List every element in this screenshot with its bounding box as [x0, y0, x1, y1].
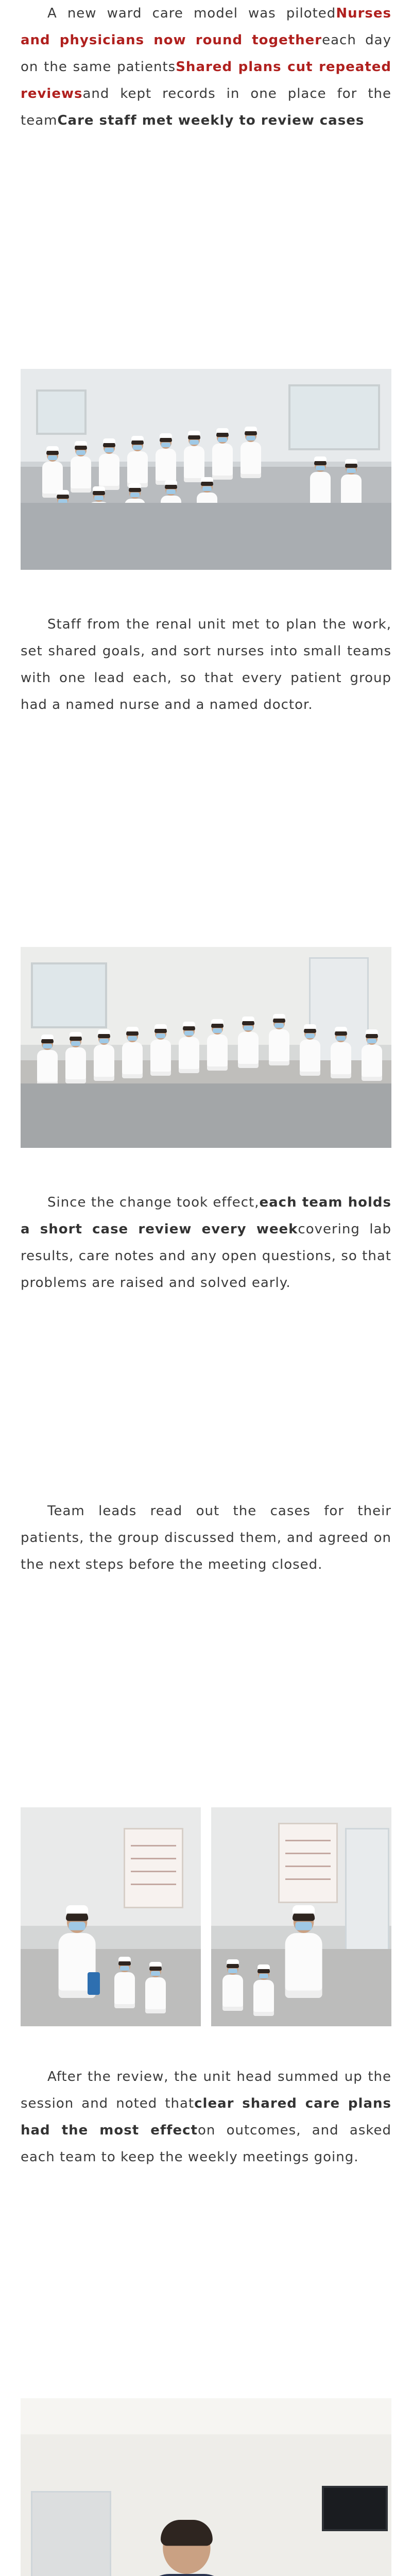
case-review-text-tail: covering lab results, care notes and any open questions, so that problems are raised and solved early. — [21, 1222, 391, 1291]
intro-text-tail: and kept records in one place for the team — [21, 86, 391, 128]
case-review-highlight: each team holds a short case review every week — [21, 1195, 392, 1237]
paragraph-case-review — [21, 1189, 391, 1296]
case-review-text-lead: Since the change took effect, — [47, 1195, 260, 1210]
paragraph-summary — [21, 2063, 391, 2171]
photo-presenter-right — [211, 1807, 391, 2026]
photo-meeting-room-2 — [21, 947, 391, 1148]
summary-text-lead: After the review, the unit head summed up the session and noted that — [21, 2069, 391, 2111]
intro-highlight-3: Care staff met weekly to review cases — [57, 113, 365, 128]
intro-text-lead: A new ward care model was piloted — [47, 6, 336, 21]
photo-speaker — [21, 2398, 391, 2576]
paragraph-team-presentations: Team leads read out the cases for their patients, the group discussed them, and agreed on the next steps before the meeting closed. — [21, 1503, 391, 1572]
photo-meeting-room-1 — [21, 369, 391, 570]
photo-presenter-left — [21, 1807, 201, 2026]
paragraph-organization: Staff from the renal unit met to plan the work, set shared goals, and sort nurses into small teams with one lead each, so that every patient group had a named nurse and a named doctor. — [21, 617, 391, 713]
summary-highlight: clear shared care plans had the most effect — [21, 2096, 391, 2138]
intro-highlight-1: Nurses and physicians now round together — [21, 6, 391, 48]
paragraph-intro — [21, 0, 391, 134]
intro-highlight-2: Shared plans cut repeated reviews — [21, 59, 391, 101]
intro-text-mid: each day on the same patients — [21, 32, 391, 75]
summary-text-tail: on outcomes, and asked each team to keep the weekly meetings going. — [21, 2123, 392, 2165]
